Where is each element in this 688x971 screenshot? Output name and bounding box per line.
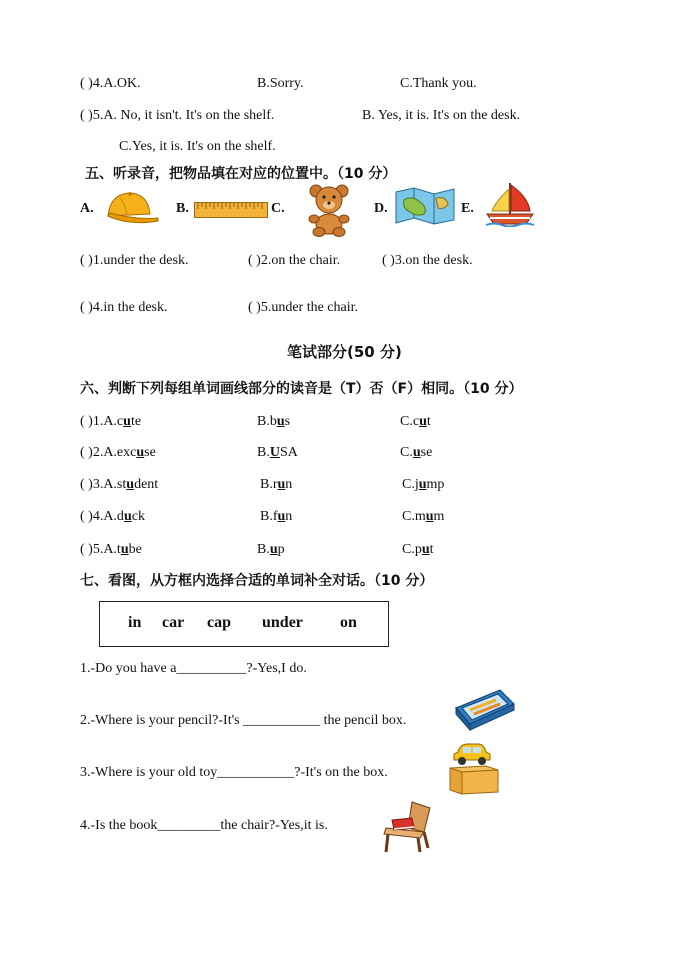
option-prefix: B.r: [260, 477, 278, 492]
part6-row-4-c: [402, 509, 444, 525]
option-prefix: C.m: [402, 509, 426, 524]
map-icon: [394, 186, 456, 226]
row-number: ( )4.A.d: [80, 509, 124, 524]
word-rest: be: [128, 542, 142, 557]
underlined-letter: u: [126, 477, 135, 492]
part6-row-2: [80, 445, 156, 461]
underlined-letter: u: [120, 542, 129, 557]
q4-option-c: C.Thank you.: [400, 76, 477, 91]
option-prefix: B.: [257, 445, 270, 460]
part6-row-2-b: [257, 445, 298, 461]
written-section-title: 笔试部分(50 分): [287, 343, 402, 361]
part7-question-2: 2.-Where is your pencil?-It's ___________ the pencil box.: [80, 713, 407, 728]
label-a: A.: [80, 201, 94, 216]
part6-row-1: [80, 414, 141, 430]
word-rest: se: [420, 445, 433, 460]
option-prefix: C.p: [402, 542, 422, 557]
book-on-chair-icon: [380, 798, 436, 854]
part7-title: 七、看图，从方框内选择合适的单词补全对话。（10 分）: [80, 573, 434, 589]
word-rest: ck: [131, 509, 145, 524]
word-rest: te: [130, 414, 142, 429]
part5-item-2: ( )2.on the chair.: [248, 253, 341, 268]
part6-row-4-b: [260, 509, 292, 525]
part5-item-1: ( )1.under the desk.: [80, 253, 189, 268]
word-rest: t: [429, 542, 434, 557]
part6-row-5: [80, 542, 142, 558]
q4-number: ( )4.A.OK.: [80, 76, 141, 91]
underlined-letter: u: [412, 445, 421, 460]
part6-title: 六、判断下列每组单词画线部分的读音是（T）否（F）相同。（10 分）: [80, 381, 523, 397]
label-d: D.: [374, 201, 388, 216]
row-number: ( )5.A.t: [80, 542, 121, 557]
word-bank-item: cap: [207, 614, 231, 631]
part6-row-3: [80, 477, 158, 493]
pencil-box-icon: [452, 686, 518, 732]
part6-row-5-b: [257, 542, 285, 558]
label-e: E.: [461, 201, 474, 216]
ruler-icon: [194, 202, 268, 218]
part5-item-5: ( )5.under the chair.: [248, 300, 359, 315]
word-bank-box: [99, 601, 389, 647]
underlined-letter: u: [419, 414, 427, 429]
part5-item-4: ( )4.in the desk.: [80, 300, 168, 315]
underlined-letter: u: [418, 477, 427, 492]
word-bank-item: under: [262, 614, 303, 631]
option-prefix: C.j: [402, 477, 419, 492]
word-rest: SA: [279, 445, 298, 460]
option-prefix: B.f: [260, 509, 278, 524]
row-number: ( )2.A.exc: [80, 445, 137, 460]
row-number: ( )3.A.st: [80, 477, 127, 492]
underlined-letter: u: [123, 414, 131, 429]
word-rest: mp: [426, 477, 445, 492]
word-bank-item: on: [340, 614, 357, 631]
part6-row-5-c: [402, 542, 434, 558]
option-prefix: B.: [257, 542, 270, 557]
underlined-letter: u: [425, 509, 434, 524]
word-rest: n: [285, 509, 293, 524]
part6-row-1-b: [257, 414, 290, 430]
word-rest: s: [284, 414, 291, 429]
part7-question-4: 4.-Is the book_________the chair?-Yes,it is.: [80, 818, 328, 833]
row-number: ( )1.A.c: [80, 414, 124, 429]
part7-question-3: 3.-Where is your old toy___________?-It's on the box.: [80, 765, 388, 780]
word-bank-item: in: [128, 614, 142, 631]
part7-question-1: 1.-Do you have a__________?-Yes,I do.: [80, 661, 307, 676]
part6-row-2-c: [400, 445, 432, 461]
underlined-letter: u: [277, 509, 286, 524]
part6-row-3-b: [260, 477, 292, 493]
q5-number: ( )5.A. No, it isn't. It's on the shelf.: [80, 108, 275, 123]
part6-row-4: [80, 509, 145, 525]
word-rest: m: [433, 509, 445, 524]
boat-icon: [484, 181, 536, 227]
option-prefix: B.b: [257, 414, 277, 429]
option-prefix: C.c: [400, 414, 420, 429]
underlined-letter: u: [276, 414, 285, 429]
word-rest: p: [277, 542, 285, 557]
label-c: C.: [271, 201, 285, 216]
underlined-letter: u: [123, 509, 132, 524]
part6-row-3-c: [402, 477, 444, 493]
word-rest: se: [144, 445, 156, 460]
underlined-letter: u: [136, 445, 145, 460]
cap-icon: [100, 188, 160, 230]
underlined-letter: u: [277, 477, 286, 492]
option-prefix: C.: [400, 445, 413, 460]
part6-row-1-c: [400, 414, 431, 430]
part5-title: 五、听录音，把物品填在对应的位置中。（10 分）: [85, 166, 397, 182]
q5-option-b: B. Yes, it is. It's on the desk.: [362, 108, 521, 123]
toy-car-on-box-icon: [446, 738, 502, 796]
q5-option-c: C.Yes, it is. It's on the shelf.: [119, 139, 276, 154]
underlined-letter: u: [269, 542, 278, 557]
word-bank-item: car: [162, 614, 185, 631]
underlined-letter: u: [421, 542, 430, 557]
word-rest: dent: [134, 477, 159, 492]
underlined-letter: U: [269, 445, 280, 460]
teddy-bear-icon: [304, 183, 354, 237]
part5-item-3: ( )3.on the desk.: [382, 253, 473, 268]
q4-option-b: B.Sorry.: [257, 76, 304, 91]
word-rest: n: [285, 477, 293, 492]
word-rest: t: [426, 414, 431, 429]
label-b: B.: [176, 201, 189, 216]
